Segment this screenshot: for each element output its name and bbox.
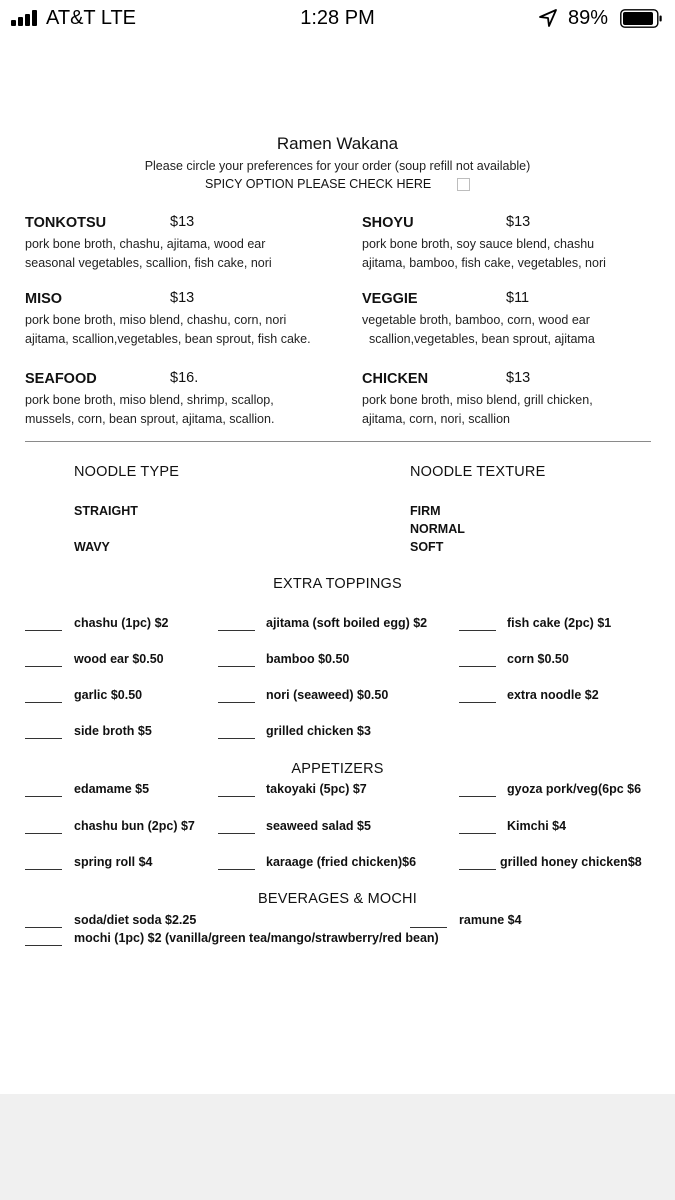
topping-item: bamboo $0.50 [266,652,350,666]
topping-item: grilled chicken $3 [266,724,371,738]
ramen-name: MISO [25,291,63,307]
ramen-tonkotsu [25,214,272,272]
order-blank[interactable] [459,869,496,870]
ramen-desc-1: vegetable broth, bamboo, corn, wood ear [362,313,590,327]
ramen-seafood [25,370,274,428]
order-blank[interactable] [459,666,496,667]
noodle-texture-soft[interactable]: SOFT [410,540,444,554]
order-blank[interactable] [218,796,255,797]
order-blank[interactable] [218,869,255,870]
beverage-item: soda/diet soda $2.25 [74,913,197,927]
ramen-shoyu [362,214,606,272]
beverage-item: ramune $4 [459,913,522,927]
ramen-price: $13 [506,370,531,386]
ramen-price: $16. [170,370,199,386]
appetizer-item: spring roll $4 [74,855,153,869]
beverages-heading: BEVERAGES & MOCHI [258,891,417,907]
order-blank[interactable] [25,869,62,870]
order-blank[interactable] [25,927,62,928]
appetizer-item: Kimchi $4 [507,819,567,833]
status-bar [0,0,675,40]
appetizer-item: chashu bun (2pc) $7 [74,819,195,833]
appetizer-item: seaweed salad $5 [266,819,371,833]
ramen-name: TONKOTSU [25,215,107,231]
order-blank[interactable] [459,796,496,797]
topping-item: corn $0.50 [507,652,569,666]
order-blank[interactable] [25,702,62,703]
order-blank[interactable] [218,702,255,703]
ramen-name: SEAFOOD [25,371,97,387]
topping-item: wood ear $0.50 [74,652,164,666]
order-blank[interactable] [218,630,255,631]
appetizer-item: takoyaki (5pc) $7 [266,782,367,796]
order-blank[interactable] [218,738,255,739]
beverage-item: mochi (1pc) $2 (vanilla/green tea/mango/strawberry/red bean) [74,931,439,945]
ramen-miso [25,290,311,348]
location-arrow-icon [538,8,558,28]
order-blank[interactable] [25,666,62,667]
spicy-checkbox[interactable] [457,178,470,191]
ramen-desc-1: pork bone broth, miso blend, chashu, corn, nori [25,313,287,327]
battery-percent: 89% [568,7,609,29]
appetizer-item: grilled honey chicken$8 [500,855,642,869]
appetizer-item: edamame $5 [74,782,150,796]
ramen-desc-2: scallion,vegetables, bean sprout, ajitama [362,331,595,346]
battery-icon [620,9,662,28]
order-blank[interactable] [459,702,496,703]
ramen-desc-1: pork bone broth, miso blend, shrimp, scallop, [25,393,274,407]
ramen-price: $13 [170,214,195,230]
noodle-type-heading: NOODLE TYPE [74,464,180,480]
ramen-desc-2: seasonal vegetables, scallion, fish cake, nori [25,255,272,270]
noodle-texture-normal[interactable]: NORMAL [410,522,465,536]
appetizers-heading: APPETIZERS [291,761,384,777]
ramen-name: CHICKEN [362,371,429,387]
topping-item: chashu (1pc) $2 [74,616,169,630]
order-blank[interactable] [459,630,496,631]
ramen-price: $13 [506,214,531,230]
extra-toppings-heading: EXTRA TOPPINGS [273,576,402,592]
order-blank[interactable] [25,833,62,834]
topping-item: ajitama (soft boiled egg) $2 [266,616,428,630]
ramen-desc-2: ajitama, corn, nori, scallion [362,411,510,426]
ramen-desc-2: mussels, corn, bean sprout, ajitama, scallion. [25,411,275,426]
ramen-desc-2: ajitama, scallion,vegetables, bean sprout, fish cake. [25,331,311,346]
noodle-type-straight[interactable]: STRAIGHT [74,504,138,518]
order-blank[interactable] [25,630,62,631]
ramen-desc-1: pork bone broth, soy sauce blend, chashu [362,237,595,251]
noodle-texture-firm[interactable]: FIRM [410,504,441,518]
ramen-desc-1: pork bone broth, miso blend, grill chicken, [362,393,593,407]
ramen-price: $13 [170,290,195,306]
ramen-desc-1: pork bone broth, chashu, ajitama, wood ear [25,237,266,251]
ramen-name: VEGGIE [362,291,418,307]
noodle-texture-heading: NOODLE TEXTURE [410,464,546,480]
topping-item: fish cake (2pc) $1 [507,616,612,630]
topping-item: extra noodle $2 [507,688,599,702]
topping-item: garlic $0.50 [74,688,143,702]
noodle-type-wavy[interactable]: WAVY [74,540,110,554]
topping-item: side broth $5 [74,724,152,738]
order-blank[interactable] [459,833,496,834]
clock: 1:28 PM [300,7,375,29]
order-blank[interactable] [410,927,447,928]
ramen-name: SHOYU [362,215,414,231]
order-blank[interactable] [25,796,62,797]
ramen-desc-2: ajitama, bamboo, fish cake, vegetables, nori [362,255,606,270]
ramen-veggie [362,290,595,348]
order-blank[interactable] [218,666,255,667]
ramen-price: $11 [506,290,530,306]
ramen-chicken [362,370,593,428]
topping-item: nori (seaweed) $0.50 [266,688,389,702]
appetizer-item: karaage (fried chicken)$6 [266,855,417,869]
order-blank[interactable] [25,738,62,739]
order-blank[interactable] [25,945,62,946]
spicy-option-label: SPICY OPTION PLEASE CHECK HERE [205,177,432,191]
bottom-gray-area [0,1094,675,1200]
menu-subtitle: Please circle your preferences for your order (soup refill not available) [144,159,531,173]
menu-title: Ramen Wakana [276,134,399,153]
carrier-label: AT&T LTE [46,7,137,29]
order-blank[interactable] [218,833,255,834]
appetizer-item: gyoza pork/veg(6pc $6 [507,782,642,796]
section-divider [25,441,651,442]
